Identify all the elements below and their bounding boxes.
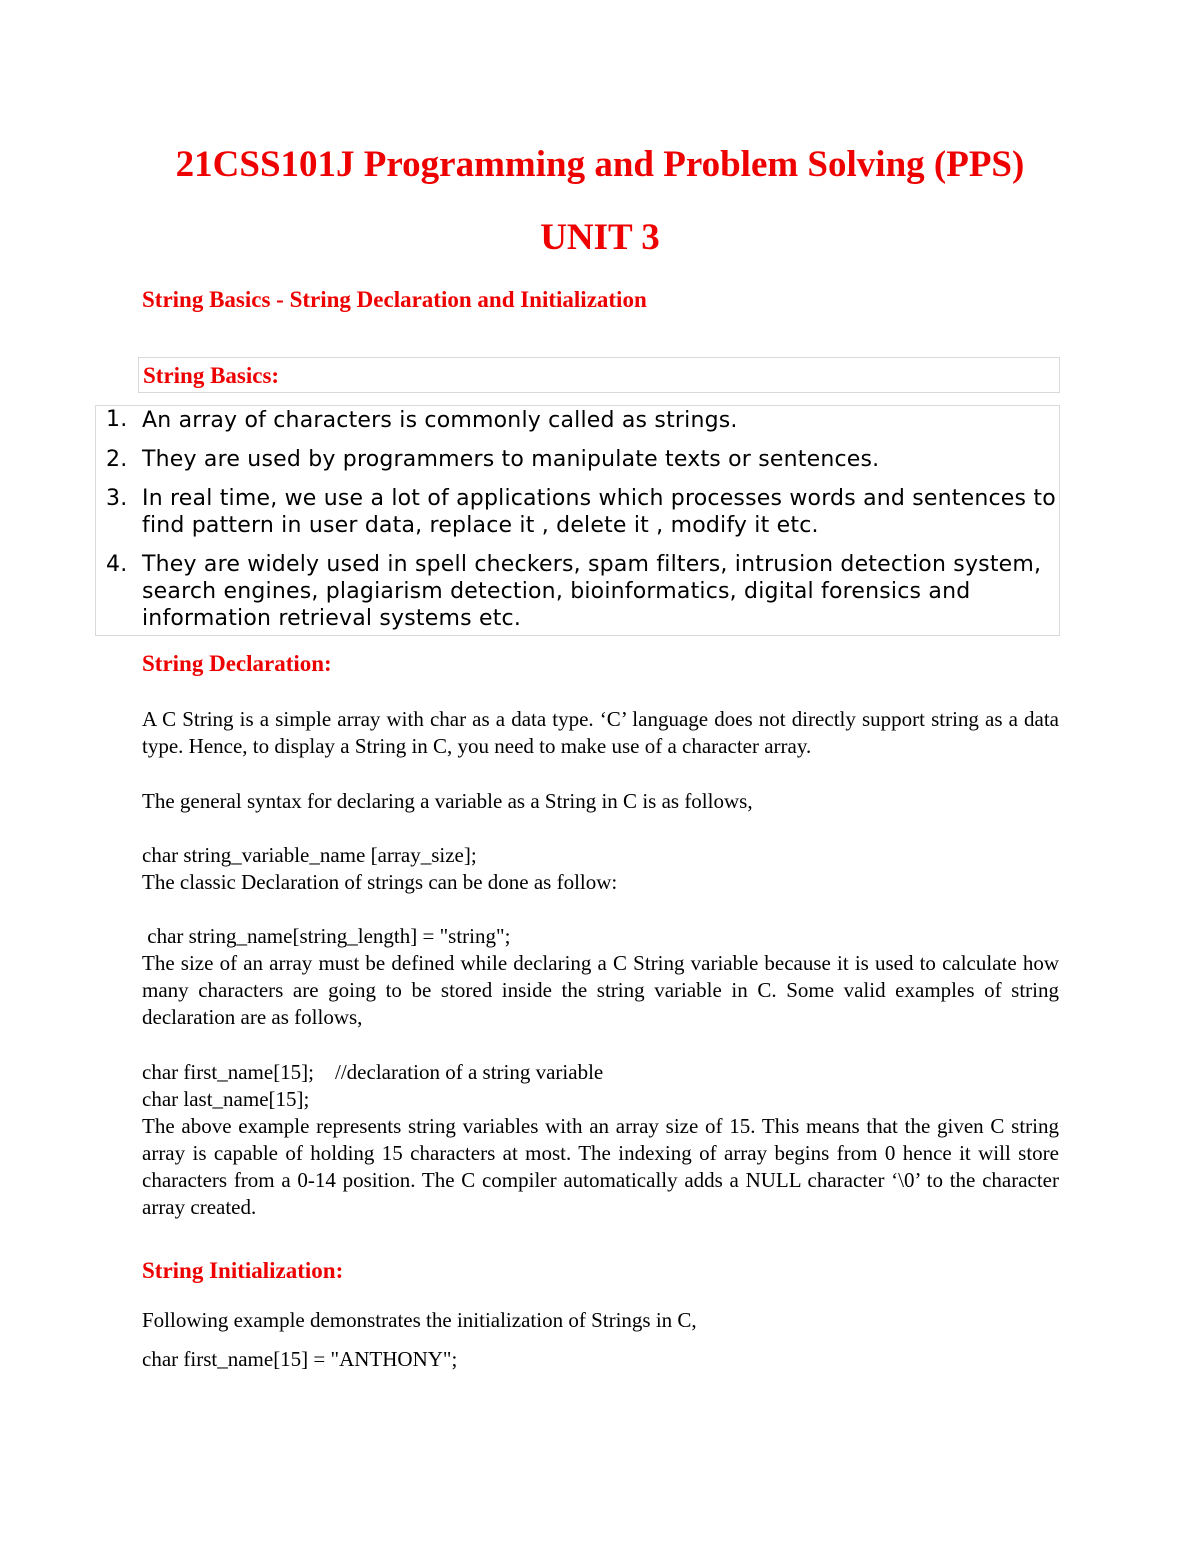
declaration-paragraph-4: The size of an array must be defined while declaring a C String variable because it is used to calculate how many characters are going to be stored inside the string variable in C. Some valid examples of string declaration are as follows,	[142, 951, 1059, 1029]
list-item-number: 3.	[106, 486, 128, 511]
code-line-1: char first_name[15]; //declaration of a string variable	[142, 1060, 604, 1084]
list-item-number: 1.	[106, 407, 128, 432]
declaration-paragraph-2: The general syntax for declaring a variable as a String in C is as follows,	[142, 789, 753, 813]
declaration-paragraph-1: A C String is a simple array with char as a data type. ‘C’ language does not directly support string as a data type. Hence, to display a String in C, you need to make use of a character array.	[142, 707, 1059, 758]
string-basics-heading-box	[138, 357, 1060, 393]
list-item	[96, 551, 1059, 632]
list-item	[96, 485, 1059, 539]
string-initialization-heading: String Initialization:	[142, 1258, 344, 1283]
syntax-line-1: char string_variable_name [array_size];	[142, 843, 477, 867]
list-item-text: In real time, we use a lot of applications which processes words and sentences to find pattern in user data, replace it , delete it , modify it etc.	[142, 486, 1056, 538]
list-item-number: 2.	[106, 447, 128, 472]
document-title: 21CSS101J Programming and Problem Solving (PPS)	[175, 144, 1025, 185]
section-heading: String Basics - String Declaration and Initialization	[142, 287, 647, 312]
list-item-text: They are used by programmers to manipulate texts or sentences.	[142, 447, 880, 472]
list-item-number: 4.	[106, 552, 128, 577]
unit-heading: UNIT 3	[540, 217, 660, 258]
syntax-line-2: char string_name[string_length] = "string";	[142, 924, 511, 948]
string-basics-list-box	[95, 405, 1060, 636]
initialization-code-line: char first_name[15] = "ANTHONY";	[142, 1347, 458, 1371]
list-item-text: They are widely used in spell checkers, spam filters, intrusion detection system, search engines, plagiarism detection, bioinformatics, digital forensics and information retrieval systems etc.	[142, 552, 1042, 631]
list-item	[96, 446, 1059, 473]
string-basics-heading: String Basics:	[143, 363, 280, 388]
initialization-paragraph-1: Following example demonstrates the initialization of Strings in C,	[142, 1308, 697, 1332]
declaration-paragraph-5: The above example represents string variables with an array size of 15. This means that the given C string array is capable of holding 15 characters at most. The indexing of array begins from 0 hence it will store characters from a 0-14 position. The C compiler automatically adds a NULL character ‘\0’ to the character array created.	[142, 1114, 1059, 1219]
declaration-paragraph-3: The classic Declaration of strings can be done as follow:	[142, 870, 618, 894]
code-line-2: char last_name[15];	[142, 1087, 310, 1111]
list-item	[96, 406, 1059, 434]
list-item-text: An array of characters is commonly called as strings.	[142, 408, 738, 433]
string-declaration-heading: String Declaration:	[142, 651, 332, 676]
string-basics-list	[96, 406, 1059, 632]
